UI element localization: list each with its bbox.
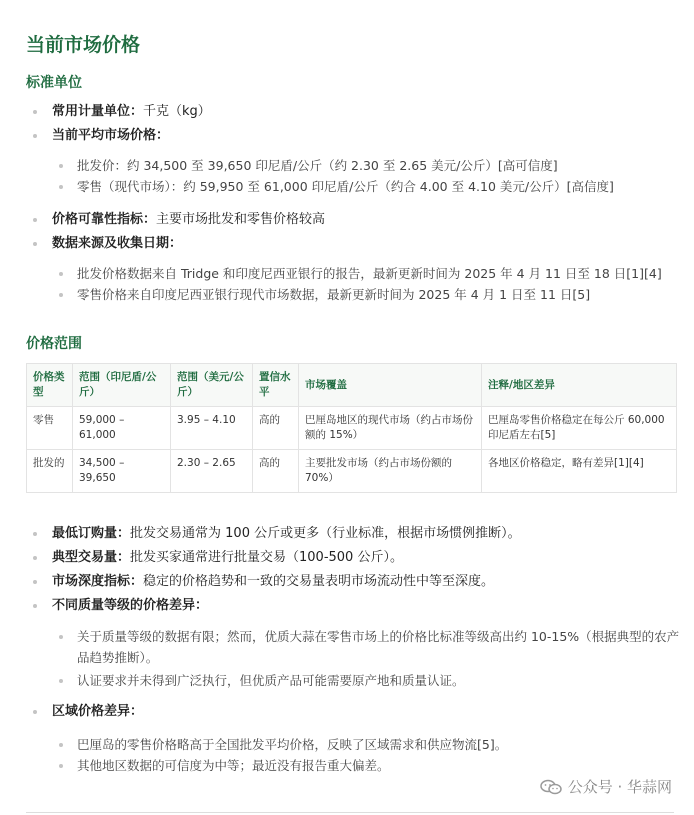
list-item-regional-bali: 巴厘岛的零售价格略高于全国批发平均价格，反映了区域需求和供应物流[5]。 [26, 734, 681, 755]
table-cell: 2.30 – 2.65 [171, 450, 253, 493]
avg-price-sublist [26, 155, 676, 197]
section-heading-price-range: 价格范围 [26, 336, 82, 352]
typical-volume-label: 典型交易量： [52, 550, 131, 565]
price-range-table [26, 363, 677, 493]
reliability-label: 价格可靠性指标： [52, 212, 157, 227]
quality-label: 不同质量等级的价格差异： [52, 598, 209, 613]
table-row [27, 407, 677, 450]
regional-list [26, 702, 681, 726]
list-item-unit [26, 102, 676, 122]
table-cell: 巴厘岛零售价格稳定在每公斤 60,000 印尼盾左右[5] [482, 407, 677, 450]
unit-value: 千克（kg） [143, 104, 211, 119]
list-item-source-retail: 零售价格来自印度尼西亚银行现代市场数据，最新更新时间为 2025 年 4 月 1 日至 11 日[5] [26, 284, 676, 305]
standard-unit-list [26, 102, 676, 150]
list-item-moq [26, 524, 681, 544]
list-item-reliability [26, 210, 676, 230]
list-item-avg-price [26, 126, 676, 146]
typical-volume-value: 批发买家通常进行批量交易（100-500 公斤）。 [130, 550, 403, 565]
list-item-regional-other: 其他地区数据的可信度为中等；最近没有报告重大偏差。 [26, 755, 681, 776]
list-item-market-depth [26, 572, 681, 592]
list-item-typical-volume [26, 548, 681, 568]
source-sublist [26, 263, 676, 305]
table-cell: 34,500 – 39,650 [73, 450, 171, 493]
watermark [540, 776, 672, 797]
table-cell: 高的 [253, 407, 299, 450]
source-label: 数据来源及收集日期： [52, 236, 183, 251]
table-header: 范围（印尼盾/公斤） [73, 364, 171, 407]
wechat-icon [540, 779, 562, 795]
list-item-quality [26, 596, 681, 616]
list-item-source-wholesale: 批发价格数据来自 Tridge 和印度尼西亚银行的报告，最新更新时间为 2025 年 4 月 11 日至 18 日[1][4] [26, 263, 676, 284]
moq-value: 批发交易通常为 100 公斤或更多（行业标准，根据市场惯例推断）。 [130, 526, 521, 541]
list-item-regional [26, 702, 681, 722]
list-item-source [26, 234, 676, 254]
page-title: 当前市场价格 [26, 34, 141, 56]
list-item-quality-premium: 关于质量等级的数据有限；然而，优质大蒜在零售市场上的价格比标准等级高出约 10-15%（根据典型的农产品趋势推断）。 [26, 626, 681, 668]
list-item-retail-price: 零售（现代市场）：约 59,950 至 61,000 印尼盾/公斤（约合 4.00 至 4.10 美元/公斤）[高信度] [26, 176, 676, 197]
table-header: 置信水平 [253, 364, 299, 407]
table-cell: 59,000 – 61,000 [73, 407, 171, 450]
section-heading-standard-unit: 标准单位 [26, 75, 82, 91]
market-details-list [26, 524, 681, 620]
regional-sublist [26, 734, 681, 776]
table-cell: 主要批发市场（约占市场份额的 70%） [299, 450, 482, 493]
table-cell: 各地区价格稳定，略有差异[1][4] [482, 450, 677, 493]
list-item-quality-certification: 认证要求并未得到广泛执行，但优质产品可能需要原产地和质量认证。 [26, 670, 681, 691]
quality-sublist [26, 626, 681, 691]
table-header-row [27, 364, 677, 407]
divider [26, 812, 674, 813]
avg-price-label: 当前平均市场价格： [52, 128, 170, 143]
reliability-value: 主要市场批发和零售价格较高 [156, 212, 326, 227]
regional-label: 区域价格差异： [52, 704, 144, 719]
market-depth-label: 市场深度指标： [52, 574, 144, 589]
table-header: 注释/地区差异 [482, 364, 677, 407]
table-cell: 高的 [253, 450, 299, 493]
table-row [27, 450, 677, 493]
table-cell: 批发的 [27, 450, 73, 493]
table-cell: 巴厘岛地区的现代市场（约占市场份额的 15%） [299, 407, 482, 450]
table-cell: 3.95 – 4.10 [171, 407, 253, 450]
moq-label: 最低订购量： [52, 526, 131, 541]
unit-label: 常用计量单位： [52, 104, 144, 119]
watermark-text: 公众号 · 华蒜网 [567, 778, 672, 796]
table-header: 范围（美元/公斤） [171, 364, 253, 407]
table-header: 市场覆盖 [299, 364, 482, 407]
table-header: 价格类型 [27, 364, 73, 407]
list-item-wholesale-price: 批发价：约 34,500 至 39,650 印尼盾/公斤（约 2.30 至 2.65 美元/公斤）[高可信度] [26, 155, 676, 176]
reliability-list [26, 210, 676, 258]
table-cell: 零售 [27, 407, 73, 450]
market-depth-value: 稳定的价格趋势和一致的交易量表明市场流动性中等至深度。 [143, 574, 495, 589]
